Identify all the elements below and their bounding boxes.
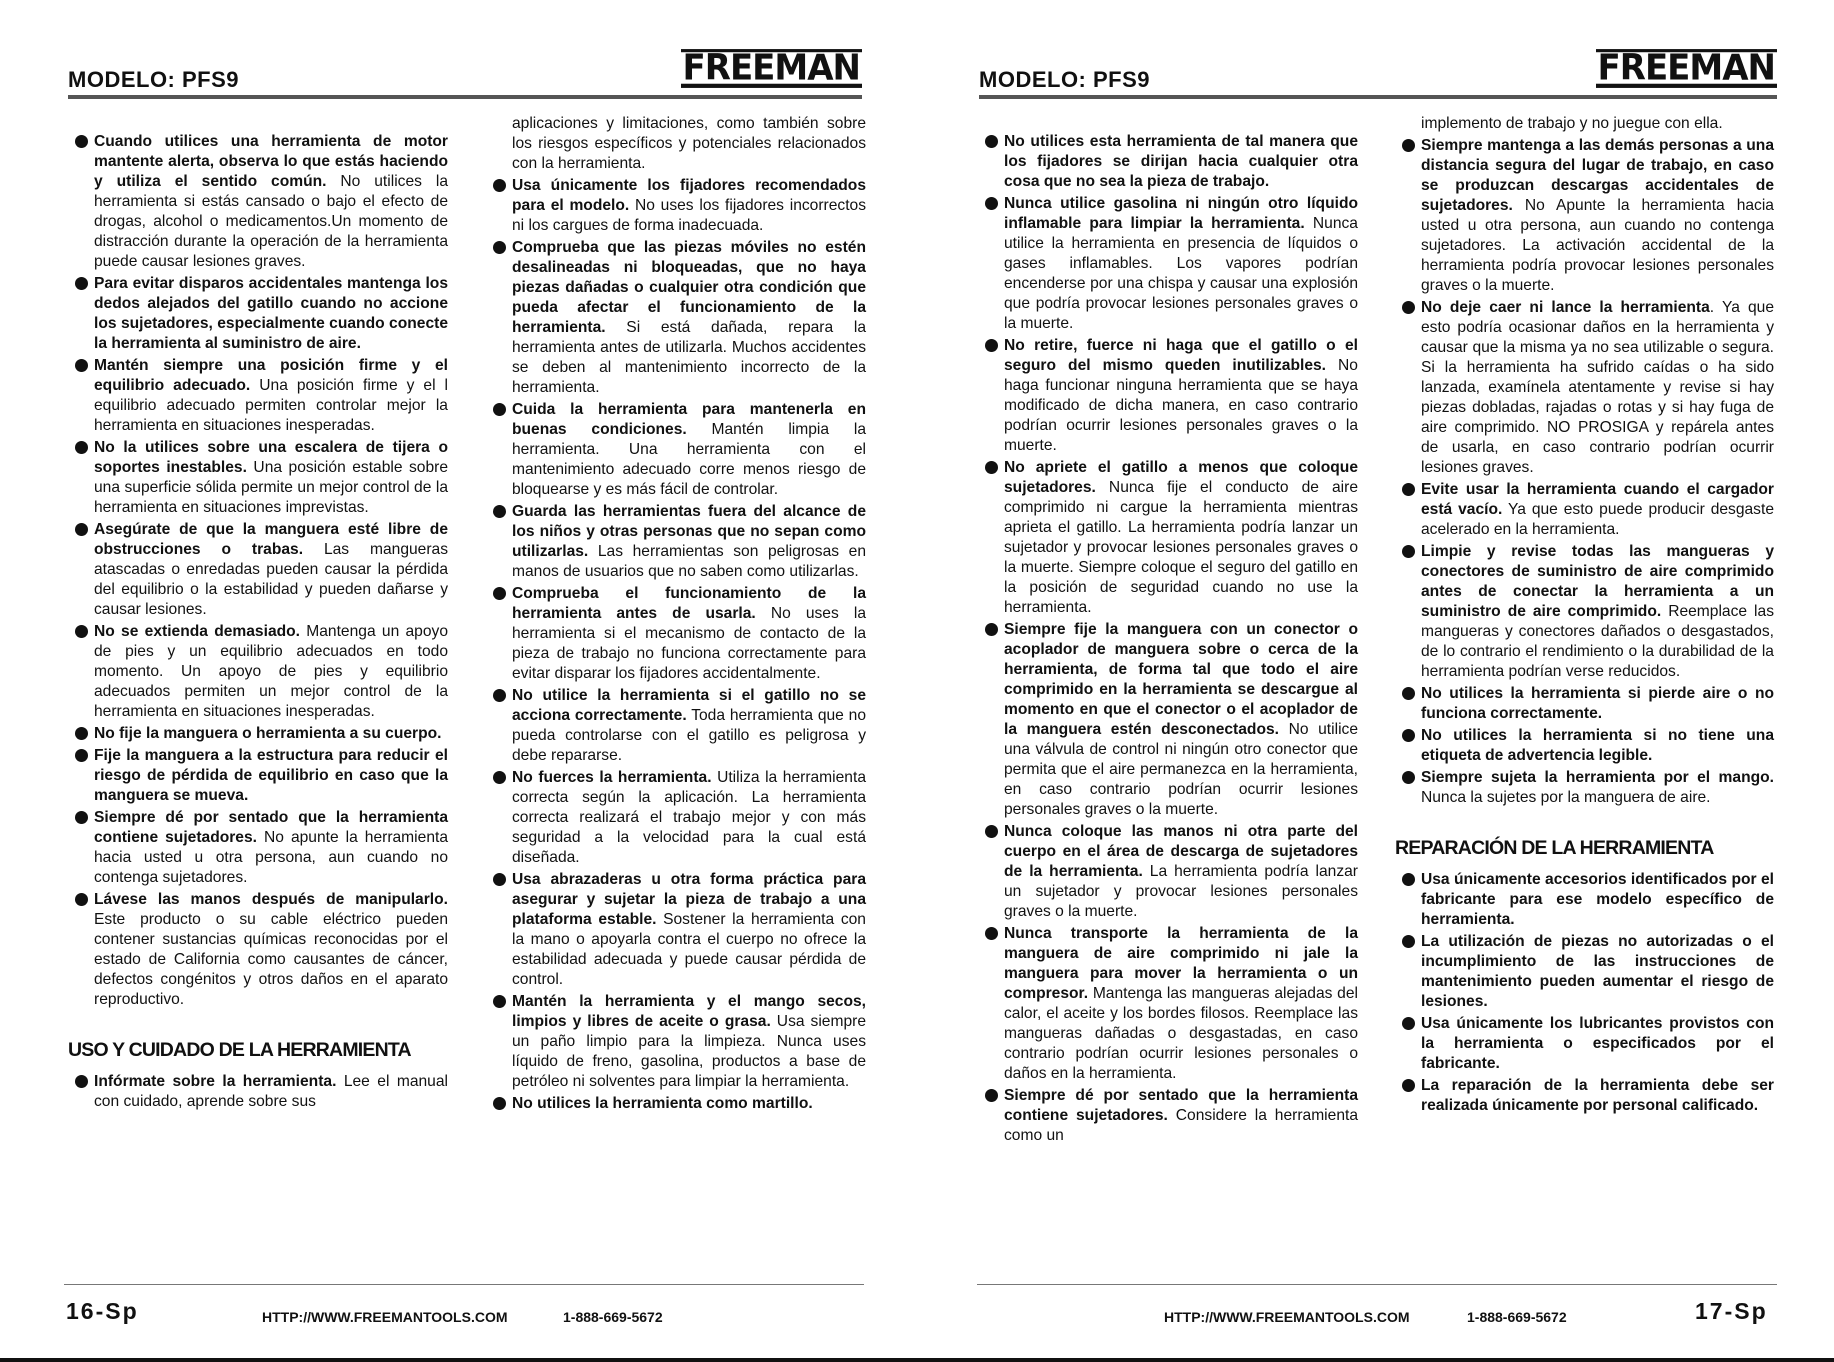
list-item — [1401, 768, 1774, 808]
bullet-icon — [75, 811, 88, 824]
list-item — [1401, 932, 1774, 1012]
item-body-text: Ya que esto puede producir desgaste acelerado en la herramienta. — [1421, 501, 1774, 538]
section-title: REPARACIÓN DE LA HERRAMIENTA — [1395, 837, 1714, 859]
item-bold-text: Mantén siempre una posición firme y el equilibrio adecuado. — [94, 357, 448, 394]
list-item — [984, 194, 1358, 334]
list-item — [492, 238, 866, 398]
item-bold-text: Evite usar la herramienta cuando el cargador está vacío. — [1421, 481, 1774, 518]
list-item — [74, 520, 448, 620]
bullet-icon — [75, 749, 88, 762]
item-bold-text: Siempre dé por sentado que la herramienta contiene sujetadores. — [1004, 1087, 1358, 1124]
item-body-text: Utiliza la herramienta correcta según la aplicación. La herramienta correcta realizará el trabajo mejor y con más seguridad a la velocidad para la cual está diseñada. — [512, 769, 866, 866]
item-body-text: La herramienta podría lanzar un sujetador y provocar lesiones personales graves o la muerte. — [1004, 863, 1359, 920]
model-label: MODELO: PFS9 — [68, 67, 240, 92]
header-rule — [68, 95, 862, 99]
bullet-icon — [1402, 687, 1415, 700]
item-body-text: Si está dañada, repara la herramienta antes de utilizarla. Muchos accidentes se deben al mantenimiento incorrecto de la herramienta. — [512, 319, 866, 396]
item-bold-text: No utilice la herramienta si el gatillo no se acciona correctamente. — [512, 687, 866, 724]
item-bold-text: No utilices la herramienta como martillo. — [512, 1095, 813, 1112]
item-body-text: Nunca la sujetes por la manguera de aire. — [1421, 789, 1711, 806]
item-bold-text: Mantén la herramienta y el mango secos, limpios y libres de aceite o grasa. — [512, 993, 866, 1030]
bullet-icon — [1402, 139, 1415, 152]
item-bold-text: Usa únicamente los lubricantes provistos con la herramienta o especificados por el fabricante. — [1421, 1015, 1774, 1072]
bullet-icon — [493, 771, 506, 784]
item-bold-text: La reparación de la herramienta debe ser realizada únicamente por personal calificado. — [1421, 1077, 1774, 1114]
bullet-icon — [1402, 483, 1415, 496]
bullet-icon — [1402, 545, 1415, 558]
bullet-icon — [493, 179, 506, 192]
list-item — [984, 822, 1358, 922]
header-rule — [979, 95, 1777, 99]
list-item — [1401, 542, 1774, 682]
model-label: MODELO: PFS9 — [979, 67, 1151, 92]
item-bold-text: Siempre sujeta la herramienta por el mango. — [1421, 769, 1774, 786]
bullet-icon — [493, 873, 506, 886]
list-item — [74, 808, 448, 888]
item-body-text: Las mangueras atascadas o enredadas pueden causar la pérdida del equilibrio o la estabilidad y pueden dañarse y causar lesiones. — [94, 541, 448, 618]
bullet-icon — [493, 689, 506, 702]
list-item — [492, 176, 866, 236]
freeman-logo: FREEMAN — [682, 46, 860, 89]
list-item — [492, 992, 866, 1092]
item-bold-text: Infórmate sobre la herramienta. — [94, 1073, 337, 1090]
item-bold-text: Para evitar disparos accidentales mantenga los dedos alejados del gatillo cuando no accione los sujetadores, especialmente cuando conecte la herramienta al suministro de aire. — [94, 275, 448, 352]
item-bold-text: Nunca utilice gasolina ni ningún otro líquido inflamable para limpiar la herramienta. — [1004, 195, 1358, 232]
list-item — [492, 768, 866, 868]
list-item — [492, 1094, 866, 1114]
item-bold-text: Limpie y revise todas las mangueras y conectores de suministro de aire comprimido antes de conectar la herramienta a un suministro de aire comprimido. — [1421, 543, 1774, 620]
bullet-icon — [1402, 873, 1415, 886]
item-bold-text: Asegúrate de que la manguera esté libre de obstrucciones o trabas. — [94, 521, 448, 558]
footer-url: HTTP://WWW.FREEMANTOOLS.COM — [262, 1309, 508, 1325]
item-bold-text: No utilices la herramienta si no tiene una etiqueta de advertencia legible. — [1421, 727, 1774, 764]
bullet-icon — [985, 461, 998, 474]
bullet-icon — [1402, 771, 1415, 784]
bullet-icon — [75, 523, 88, 536]
continued-text: implemento de trabajo y no juegue con ella. — [1421, 115, 1723, 132]
list-item — [984, 458, 1358, 618]
bullet-icon — [985, 623, 998, 636]
list-item — [492, 400, 866, 500]
list-item — [492, 686, 866, 766]
item-body-text: Nunca fije el conducto de aire comprimido ni cargue la herramienta mientras aprieta el gatillo. La herramienta podría lanzar un sujetador y provocar lesiones personales graves o la muerte. Siempre coloque el seguro del gatillo en la posición de seguridad cuando no use la herramienta. — [1004, 479, 1358, 616]
list-item — [74, 132, 448, 272]
list-item — [74, 746, 448, 806]
bullet-icon — [75, 1075, 88, 1088]
page-header — [979, 48, 1777, 100]
item-bold-text: Cuando utilices una herramienta de motor mantente alerta, observa lo que estás haciendo y utiliza el sentido común. — [94, 133, 448, 190]
bullet-icon — [1402, 729, 1415, 742]
page-header — [68, 48, 862, 100]
bullet-icon — [75, 893, 88, 906]
list-item — [74, 356, 448, 436]
item-bold-text: No fuerces la herramienta. — [512, 769, 712, 786]
page-number: 16-Sp — [66, 1298, 139, 1324]
right-page — [917, 0, 1834, 1362]
bullet-icon — [1402, 1079, 1415, 1092]
list-item — [984, 1086, 1358, 1146]
item-bold-text: No deje caer ni lance la herramienta — [1421, 299, 1710, 316]
item-bold-text: Comprueba el funcionamiento de la herramienta antes de usarla. — [512, 585, 866, 622]
list-item — [984, 132, 1358, 192]
list-item — [1401, 298, 1774, 478]
list-item — [984, 336, 1358, 456]
item-bold-text: Usa únicamente los fijadores recomendados para el modelo. — [512, 177, 866, 214]
list-item — [74, 724, 448, 744]
item-body-text: Mantenga las mangueras alejadas del calor, el aceite y los bordes filosos. Reemplace las mangueras dañadas o desgastadas, en caso contrario podrían ocurrir lesiones personales o daños en la herramienta. — [1004, 985, 1358, 1082]
list-item — [74, 438, 448, 518]
list-item — [1401, 1076, 1774, 1116]
item-body-text: No utilice una válvula de control ni ningún otro conector que permita que el aire permanezca en la herramienta, en caso contrario podrían ocurrir lesiones personales graves o la muerte. — [1004, 721, 1358, 818]
list-item — [1401, 136, 1774, 296]
item-bold-text: Comprueba que las piezas móviles no estén desalineadas ni bloqueadas, que no haya piezas dañadas o cualquier otra condición que pueda afectar el funcionamiento de la herramienta. — [512, 239, 866, 336]
right-column-2 — [1395, 115, 1774, 1118]
bullet-icon — [75, 441, 88, 454]
bullet-icon — [75, 277, 88, 290]
item-bold-text: La utilización de piezas no autorizadas o el incumplimiento de las instrucciones de mantenimiento pueden aumentar el riesgo de lesiones. — [1421, 933, 1774, 1010]
item-body-text: Las herramientas son peligrosas en manos de usuarios que no saben como utilizarlas. — [512, 543, 866, 580]
footer-phone: 1-888-669-5672 — [563, 1309, 663, 1325]
bullet-icon — [985, 339, 998, 352]
item-bold-text: Siempre fije la manguera con un conector o acoplador de manguera sobre o cerca de la herramienta, de forma tal que todo el aire comprimido en la herramienta se descargue al momento en que el conector o el acoplador de la manguera estén desconectados. — [1004, 621, 1358, 738]
item-body-text: Considere la herramienta como un — [1004, 1107, 1358, 1144]
item-body-text: Una posición firme y el l equilibrio adecuado permiten controlar mejor la herramienta en situaciones inesperadas. — [94, 377, 448, 434]
bullet-icon — [493, 1097, 506, 1110]
page-number: 17-Sp — [1695, 1298, 1768, 1324]
bottom-bar — [0, 1358, 1834, 1362]
bullet-icon — [985, 197, 998, 210]
item-body-text: No uses la herramienta si el mecanismo de contacto de la pieza de trabajo no funciona correctamente para evitar disparar los fijadores accidentalmente. — [512, 605, 866, 682]
item-bold-text: No la utilices sobre una escalera de tijera o soportes inestables. — [94, 439, 448, 476]
item-body-text: No Apunte la herramienta hacia usted u otra persona, aun cuando no contenga sujetadores. La activación accidental de la herramienta podría provocar lesiones personales graves o la muerte. — [1421, 197, 1774, 294]
list-item — [74, 622, 448, 722]
footer-url: HTTP://WWW.FREEMANTOOLS.COM — [1164, 1309, 1410, 1325]
list-item — [1401, 684, 1774, 724]
item-bold-text: Nunca coloque las manos ni otra parte del cuerpo en el área de descarga de sujetadores de la herramienta. — [1004, 823, 1358, 880]
item-bold-text: No utilices esta herramienta de tal manera que los fijadores se dirijan hacia cualquier otra cosa que no sea la pieza de trabajo. — [1004, 133, 1358, 190]
bullet-icon — [985, 927, 998, 940]
item-body-text: Nunca utilice la herramienta en presencia de líquidos o gases inflamables. Los vapores podrían encenderse por una chispa y causar una explosión que podría provocar lesiones personales graves o la muerte. — [1004, 215, 1358, 332]
item-body-text: . Ya que esto podría ocasionar daños en la herramienta y causar que la misma ya no sea utilizable o segura. Si la herramienta ha sufrido caídas o ha sido lanzada, examínela atentamente y revise si hay piezas dobladas, rajadas o rotas y si hay fuga de aire comprimido. NO PROSIGA y repárela antes de usarla, en caso contrario podrían ocurrir lesiones graves. — [1421, 299, 1774, 476]
bullet-icon — [1402, 301, 1415, 314]
list-item — [1401, 726, 1774, 766]
bullet-icon — [75, 625, 88, 638]
left-column-1 — [68, 132, 448, 1114]
bullet-icon — [75, 135, 88, 148]
item-bold-text: Fije la manguera a la estructura para reducir el riesgo de pérdida de equilibrio en caso que la manguera se mueva. — [94, 747, 448, 804]
item-body-text: Una posición estable sobre una superficie sólida permite un mejor control de la herramienta en situaciones imprevistas. — [94, 459, 448, 516]
item-body-text: No haga funcionar ninguna herramienta que se haya modificado de dicha manera, en caso contrario podrían ocurrir lesiones personales graves o la muerte. — [1004, 357, 1358, 454]
item-body-text: Sostener la herramienta con la mano o apoyarla contra el cuerpo no ofrece la estabilidad adecuada y puede causar pérdida de control. — [512, 911, 866, 988]
list-item — [492, 870, 866, 990]
freeman-logo: FREEMAN — [1597, 46, 1775, 89]
item-body-text: No uses los fijadores incorrectos ni los cargues de forma inadecuada. — [512, 197, 866, 234]
item-body-text: Este producto o su cable eléctrico pueden contener sustancias químicas reconocidas por el estado de California como causantes de cáncer, defectos congénitos y otros daños en el aparato reproductivo. — [94, 911, 448, 1008]
footer-phone: 1-888-669-5672 — [1467, 1309, 1567, 1325]
item-body-text: Lee el manual con cuidado, aprende sobre sus — [94, 1073, 448, 1110]
list-item — [74, 274, 448, 354]
bullet-icon — [1402, 1017, 1415, 1030]
item-bold-text: Siempre dé por sentado que la herramienta contiene sujetadores. — [94, 809, 448, 846]
list-item — [1401, 480, 1774, 540]
list-item — [492, 584, 866, 684]
list-item — [492, 502, 866, 582]
bullet-icon — [493, 403, 506, 416]
item-body-text: No utilices la herramienta si estás cansado o bajo el efecto de drogas, alcohol o medicamentos.Un momento de distracción durante la operación de la herramienta puede causar lesiones graves. — [94, 173, 448, 270]
item-body-text: Toda herramienta que no pueda controlarse con el gatillo es peligrosa y debe repararse. — [512, 707, 866, 764]
list-item — [74, 1072, 448, 1112]
item-bold-text: Usa abrazaderas u otra forma práctica para asegurar y sujetar la pieza de trabajo a una plataforma estable. — [512, 871, 866, 928]
bullet-icon — [985, 825, 998, 838]
item-body-text: Mantenga un apoyo de pies y un equilibrio adecuados en todo momento. Un apoyo de pies y equilibrio adecuados permiten un mejor control de la herramienta en situaciones inesperadas. — [94, 623, 448, 720]
bullet-icon — [1402, 935, 1415, 948]
item-bold-text: Siempre mantenga a las demás personas a una distancia segura del lugar de trabajo, en caso se produzcan descargas accidentales de sujetadores. — [1421, 137, 1774, 214]
item-bold-text: No fije la manguera o herramienta a su cuerpo. — [94, 725, 442, 742]
list-item — [1401, 870, 1774, 930]
item-bold-text: Lávese las manos después de manipularlo. — [94, 891, 448, 908]
bullet-icon — [985, 1089, 998, 1102]
bullet-icon — [493, 505, 506, 518]
section-title: USO Y CUIDADO DE LA HERRAMIENTA — [68, 1039, 411, 1061]
bullet-icon — [493, 241, 506, 254]
footer-rule — [977, 1284, 1777, 1285]
list-item — [74, 890, 448, 1010]
bullet-icon — [493, 995, 506, 1008]
item-body-text: Usa siempre un paño limpio para la limpieza. Nunca uses líquido de freno, gasolina, productos a base de petróleo ni solventes para limpiar la herramienta. — [512, 1013, 867, 1090]
list-item — [984, 924, 1358, 1084]
continued-text: aplicaciones y limitaciones, como también sobre los riesgos específicos y potenciales relacionados con la herramienta. — [512, 115, 866, 172]
item-bold-text: Usa únicamente accesorios identificados por el fabricante para ese modelo específico de herramienta. — [1421, 871, 1774, 928]
bullet-icon — [493, 587, 506, 600]
item-body-text: Reemplace las mangueras y conectores dañados o desgastados, de lo contrario el rendimiento o la durabilidad de la herramienta podrían verse reducidos. — [1421, 603, 1774, 680]
item-bold-text: No utilices la herramienta si pierde aire o no funciona correctamente. — [1421, 685, 1774, 722]
right-column-1 — [984, 132, 1358, 1148]
item-bold-text: No apriete el gatillo a menos que coloque sujetadores. — [1004, 459, 1358, 496]
footer-rule — [64, 1284, 864, 1285]
item-body-text: Mantén limpia la herramienta. Una herramienta con el mantenimiento adecuado corre menos riesgo de bloquearse y es más fácil de controlar. — [512, 421, 866, 498]
list-item — [984, 620, 1358, 820]
bullet-icon — [985, 135, 998, 148]
list-item — [1401, 1014, 1774, 1074]
item-body-text: No apunte la herramienta hacia usted u otra persona, aun cuando no contenga sujetadores. — [94, 829, 448, 886]
item-bold-text: Nunca transporte la herramienta de la manguera de aire comprimido ni jale la manguera para mover la herramienta o un compresor. — [1004, 925, 1358, 1002]
item-bold-text: Guarda las herramientas fuera del alcance de los niños y otras personas que no sepan como utilizarlas. — [512, 503, 866, 560]
left-column-2 — [492, 115, 867, 1116]
bullet-icon — [75, 359, 88, 372]
item-bold-text: Cuida la herramienta para mantenerla en buenas condiciones. — [512, 401, 866, 438]
bullet-icon — [75, 727, 88, 740]
item-bold-text: No retire, fuerce ni haga que el gatillo o el seguro del mismo queden inutilizables. — [1004, 337, 1358, 374]
item-bold-text: No se extienda demasiado. — [94, 623, 300, 640]
